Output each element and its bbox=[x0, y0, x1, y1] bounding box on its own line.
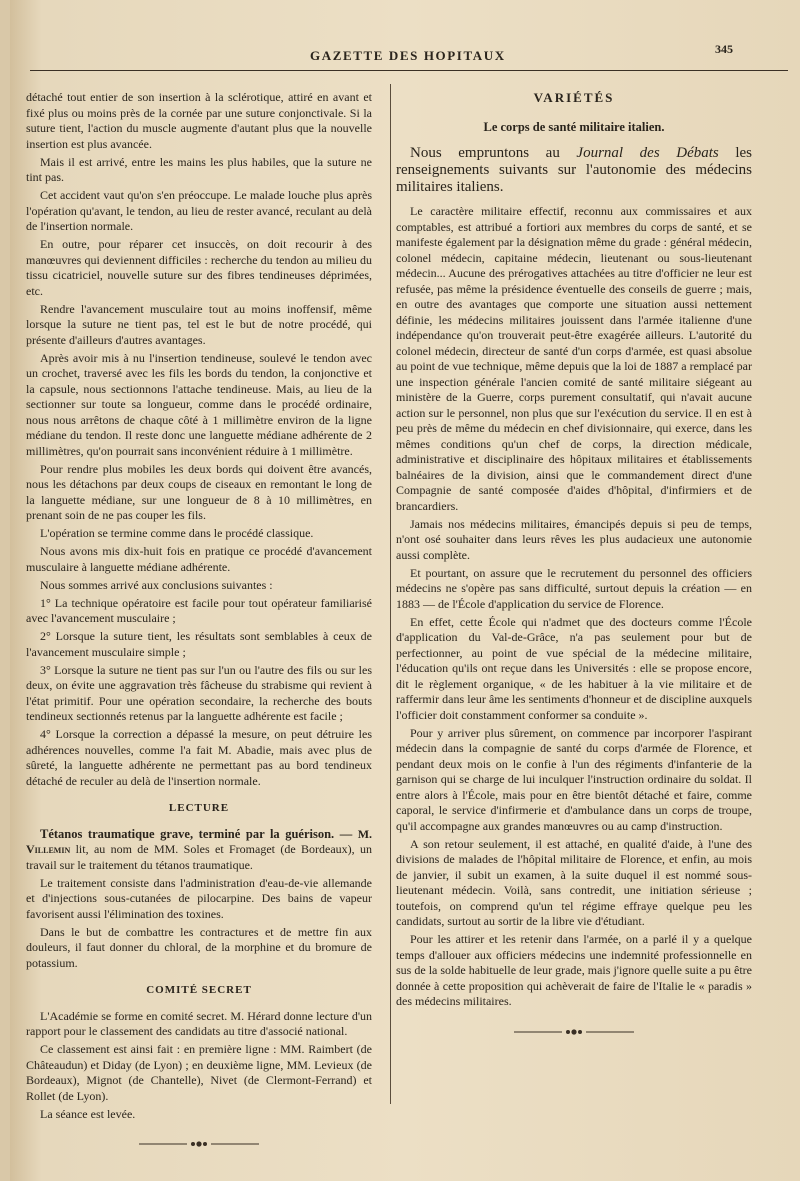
paragraph: Pour y arriver plus sûrement, on commence par incorporer l'aspirant médecin dans la compagnie de santé du corps d'armée de Florence, et pendant deux mois on le confie à l'un des régiments d'infanterie de la garnison qui se charge de lui inculquer l'instruction ordinaire du soldat. Il entre alors à l'École, mais pour en être bientôt détaché et faire, comme caporal, le service d'infirmerie et d'ambulance dans un corps de troupe, qu'il accompagne aux grandes manœuvres ou au camp d'instruction. bbox=[396, 725, 752, 833]
paragraph: Mais il est arrivé, entre les mains les plus habiles, que la suture ne tint pas. bbox=[26, 154, 372, 184]
conclusion-item: 3° Lorsque la suture ne tient pas sur l'un ou l'autre des fils ou sur les deux, on évite une aggravation très fâcheuse du strabisme qui revient à l'état primitif. Pour une opération secondaire, la recherche des bouts tendineux sectionnés retenus par la languette adhérente est facile ; bbox=[26, 662, 372, 723]
conclusion-item: 2° Lorsque la suture tient, les résultats sont semblables à ceux de l'avancement musculaire simple ; bbox=[26, 629, 372, 659]
paragraph: Le caractère militaire effectif, reconnu aux commissaires et aux comptables, est attribué a fortiori aux membres du corps de santé, et se manifeste également par la désignation même du grade : général médecin, colonel médecin, capitaine médecin, lieutenant ou sous-lieutenant médecin... Aucune des prérogatives attachées au titre d'officier ne leur est refusée, pas même la présidence éventuelle des conseils de guerre ; mais, en outre des avantages que comporte une situation aussi nettement définie, les médecins militaires jouissent dans l'armée italienne d'une indépendance qu'on trouverait peut-être exagérée ailleurs. L'autorité du colonel médecin, directeur de santé d'un corps d'armée, est quasi absolue au point de vue technique, même depuis que la loi de 1887 a remplacé par une inspection générale l'ancien comité de santé militaire siégeant au ministère de la Guerre, corps purement consultatif, qui n'avait aucune action sur le personnel, non plus que sur l'exécution du service. Il en est à peu près de même du médecin en chef divisionnaire, qui exerce, dans les mêmes conditions qu'un chef de corps, la direction médicale, administrative et disciplinaire des hôpitaux militaires et établissements balnéaires de la division, ainsi que le commandement direct d'une Compagnie de santé composée d'aides d'hôpital, d'infirmiers et de brancardiers. bbox=[396, 204, 752, 513]
conclusion-item: 4° Lorsque la correction a dépassé la mesure, on peut détruire les adhérences nouvelles, comme l'a fait M. Abadie, mais avec plus de sûreté, la languette adhérente ne permettant pas au bord tendineux détaché de reculer au delà de l'insertion normale. bbox=[26, 727, 372, 788]
paragraph: L'opération se termine comme dans le procédé classique. bbox=[40, 526, 314, 540]
tetanos-paragraph bbox=[26, 827, 372, 874]
page-number: 345 bbox=[715, 42, 733, 56]
left-column bbox=[26, 90, 372, 1148]
paragraph: Ce classement est ainsi fait : en première ligne : MM. Raimbert (de Châteaudun) et Diday (de Lyon) ; en deuxième ligne, MM. Levieux (de Bordeaux), Mignot (de Chantelle), Nivet (de Clermont-Ferrand) et Rollet (de Lyon). bbox=[26, 1042, 372, 1103]
paragraph: A son retour seulement, il est attaché, en qualité d'aide, à l'une des divisions de malades de l'hôpital militaire de Florence, et enfin, au mois de janvier, il subit un examen, à la suite duquel il est nommé sous-lieutenant médecin. Voilà, sans contredit, une initiation sérieuse ; toutefois, on comprend qu'un tel régime effraye quelque peu les candidats, surtout au sortir de la libre vie d'étudiant. bbox=[396, 836, 752, 928]
lecture-heading: LECTURE bbox=[168, 802, 230, 814]
paragraph: Nous avons mis dix-huit fois en pratique ce procédé d'avancement musculaire à languette médiane adhérente. bbox=[26, 544, 372, 574]
paragraph: La séance est levée. bbox=[40, 1106, 136, 1121]
paragraph: Le traitement consiste dans l'administration d'eau-de-vie allemande et d'injections sous-cutanées de pilocarpine. Des bains de vapeur favorisent aussi l'élimination des toxines. bbox=[26, 875, 372, 921]
end-ornament bbox=[139, 1140, 259, 1148]
tetanos-text: lit, au nom de MM. Soles et Fromaget (de Bordeaux), un travail sur le traitement du tétanos traumatique. bbox=[26, 842, 373, 872]
section-title: VARIÉTÉS bbox=[533, 90, 615, 105]
paragraph: Et pourtant, on assure que le recrutement du personnel des officiers médecins ne s'opère pas sans difficulté, surtout depuis la création — en 1883 — de l'École d'application du service de Florence. bbox=[396, 565, 752, 611]
page-header bbox=[10, 34, 800, 64]
paragraph: Jamais nos médecins militaires, émancipés depuis si peu de temps, n'ont osé souhaiter dans leurs rêves les plus audacieux une autonomie aussi complète. bbox=[396, 516, 752, 562]
end-ornament bbox=[514, 1028, 634, 1036]
column-divider bbox=[390, 84, 391, 1104]
article-title: Le corps de santé militaire italien. bbox=[483, 119, 665, 134]
conclusion-item: 1° La technique opératoire est facile pour tout opérateur familiarisé avec l'avancement musculaire ; bbox=[26, 595, 372, 625]
paragraph: Après avoir mis à nu l'insertion tendineuse, soulevé le tendon avec un crochet, traversé avec les fils les bords du tendon, la conjonctive et la capsule, nous sectionnons l'attache tendineuse. Mais, au lieu de la sectionner sur toute sa longueur, comme dans le procédé ordinaire, nous nous arrêtons de chaque côté à 1 millimètre environ de la ligne médiane du tendon. Il reste donc une languette médiane adhérente de 2 millimètres, qu'on pourrait sans inconvénient réduire à 1 millimètre. bbox=[26, 350, 372, 458]
tetanos-author: M. Villemin bbox=[26, 826, 373, 856]
paragraph: détaché tout entier de son insertion à la sclérotique, attiré en avant et fixé plus ou moins près de la cornée par une suture conjonctivale. Si la suture tient, l'action du muscle augmente d'autant plus que la nouvelle insertion est plus avancée. bbox=[26, 90, 372, 151]
paragraph: Rendre l'avancement musculaire tout au moins inoffensif, même lorsque la suture ne tient pas, tel est le but de notre procédé, qui présente d'ailleurs d'autres avantages. bbox=[26, 301, 372, 347]
tetanos-title: Tétanos traumatique grave, terminé par la guérison. — bbox=[40, 826, 353, 841]
journal-title: GAZETTE DES HOPITAUX bbox=[310, 48, 506, 63]
intro-text: Nous empruntons au bbox=[410, 145, 560, 161]
paragraph: Pour les attirer et les retenir dans l'armée, on a parlé il y a quelque temps d'allouer aux officiers médecins une indemnité professionnelle en sus de la solde habituelle de leur grade, mais j'ignore quelle suite a pu être donnée à cette proposition qui achèverait de faire de l'Italie le « paradis » des médecins militaires. bbox=[396, 932, 752, 1008]
header-rule bbox=[30, 70, 788, 71]
comite-heading: COMITÉ SECRET bbox=[146, 984, 252, 996]
paragraph: L'Académie se forme en comité secret. M. Hérard donne lecture d'un rapport pour le classement des candidats au titre d'associé national. bbox=[26, 1008, 372, 1038]
intro-paragraph bbox=[396, 145, 752, 196]
paragraph: Nous sommes arrivé aux conclusions suivantes : bbox=[40, 577, 273, 592]
right-column bbox=[396, 90, 752, 1036]
paragraph: En outre, pour réparer cet insuccès, on doit recourir à des manœuvres qui deviennent difficiles : recherche du tendon au milieu du tissu cicatriciel, nouvelle suture sur des fibres tendineuses déprimées, etc. bbox=[26, 237, 372, 298]
intro-text: les renseignements suivants sur l'autonomie des médecins militaires italiens. bbox=[396, 145, 753, 195]
intro-source: Journal des Débats bbox=[576, 145, 719, 161]
paragraph: Cet accident vaut qu'on s'en préoccupe. Le malade louche plus après l'opération qu'avant, le tendon, au lieu de rester avancé, reculant au delà de l'insertion normale. bbox=[26, 188, 372, 233]
paragraph: Pour rendre plus mobiles les deux bords qui doivent être avancés, nous les détachons par deux coups de ciseaux en remontant le long de la languette médiane, sur une longueur de 8 à 10 millimètres, en prenant soin de ne pas couper les fils. bbox=[26, 461, 372, 522]
paragraph: Dans le but de combattre les contractures et de mettre fin aux douleurs, il faut donner du chloral, de la morphine et du bromure de potassium. bbox=[26, 924, 372, 970]
paragraph: En effet, cette École qui n'admet que des docteurs comme l'École d'application du Val-de-Grâce, n'a pas seulement pour but de perfectionner, au point de vue spécial de la médecine militaire, l'éducation qu'ils ont reçue dans les Universités : elle se propose encore, dit le règlement organique, « de les habituer à la vie militaire et de raffermir dans leur âme les sentiments d'honneur et de discipline auxquels l'officier doit constamment conformer sa conduite ». bbox=[396, 614, 752, 722]
newspaper-page bbox=[10, 0, 800, 1181]
